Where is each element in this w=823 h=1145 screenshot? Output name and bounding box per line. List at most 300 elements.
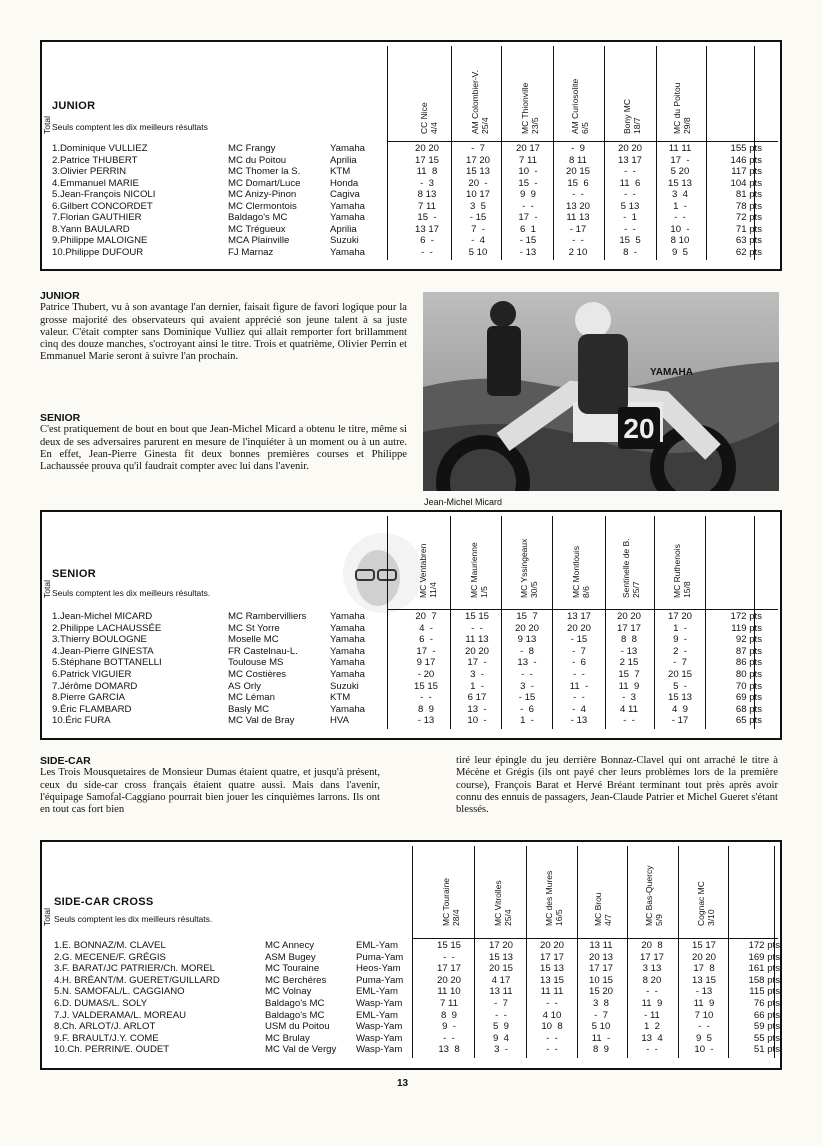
race-points: - -: [546, 1032, 558, 1044]
table-row: [42, 155, 780, 166]
race-points: - -: [573, 692, 585, 704]
race-points: - -: [624, 189, 636, 200]
table-title: SIDE-CAR CROSS: [54, 896, 154, 908]
table-row: [42, 166, 780, 177]
total-points: 115 pts: [749, 986, 780, 998]
club-name: Baldago's MC: [228, 212, 288, 223]
total-points: 172 pts: [748, 940, 780, 951]
bike-brand-text: YAMAHA: [650, 367, 693, 378]
race-points: - -: [420, 692, 432, 704]
column-header: CC Nice 4/4: [419, 102, 439, 134]
race-points: - 4: [572, 703, 586, 715]
header-rule: [412, 938, 778, 939]
race-points: 20 20: [616, 611, 641, 622]
bike-brand: HVA: [330, 715, 350, 727]
race-points: - -: [572, 189, 584, 200]
race-points: 8 11: [569, 154, 587, 166]
table-row: [42, 143, 780, 154]
race-points: 15 7: [516, 611, 538, 622]
race-points: 15 17: [691, 940, 716, 951]
bike-brand: EML-Yam: [356, 940, 398, 951]
race-points: 7 -: [471, 223, 485, 235]
race-points: - 7: [673, 657, 687, 669]
race-points: 20 17: [515, 143, 540, 154]
race-points: - 3: [420, 177, 434, 189]
race-points: - 15: [518, 692, 536, 704]
table-row: [42, 1033, 780, 1044]
rider-name: 9.F. BRAULT/J.Y. COME: [54, 1032, 159, 1044]
total-points: 71 pts: [735, 223, 762, 235]
total-points: 63 pts: [735, 235, 762, 246]
bike-brand: Aprilia: [330, 154, 357, 166]
total-points: 92 pts: [735, 634, 762, 646]
table-row: [42, 235, 780, 246]
rider-name: 6.Gilbert CONCORDET: [52, 200, 153, 212]
table-row: [42, 998, 780, 1009]
senior-standings-table: [40, 510, 782, 740]
column-header: AM Colombier-V. 25/4: [470, 70, 490, 134]
club-name: Basly MC: [228, 703, 270, 715]
total-points: 62 pts: [735, 246, 762, 258]
race-points: 11 8: [416, 166, 438, 177]
photo-illustration: [423, 292, 779, 491]
race-points: - 11: [644, 1009, 660, 1021]
total-points: 70 pts: [735, 680, 762, 692]
race-points: 13 17: [414, 223, 439, 235]
total-points: 81 pts: [735, 189, 762, 200]
race-points: 5 20: [670, 166, 690, 177]
total-points: 78 pts: [735, 200, 762, 212]
bike-brand: Wasp-Yam: [356, 1032, 403, 1044]
bike-brand: Yamaha: [330, 611, 366, 622]
race-points: - 3: [622, 692, 636, 704]
race-points: - -: [623, 715, 635, 727]
club-name: MC Thomer la S.: [228, 166, 301, 177]
race-points: 9 5: [695, 1032, 712, 1044]
race-points: 4 11: [620, 703, 638, 715]
column-header: MC Vitrolles 25/4: [493, 880, 513, 926]
bike-brand: Yamaha: [330, 634, 366, 646]
race-points: 3 13: [642, 963, 662, 975]
race-points: 1 -: [673, 622, 687, 634]
race-points: 7 11: [519, 154, 537, 166]
club-name: MC du Poitou: [228, 154, 287, 166]
rider-name: 1.Dominique VULLIEZ: [52, 143, 148, 154]
table-row: [42, 611, 780, 622]
club-name: MC Domart/Luce: [228, 177, 301, 189]
rider-name: 4.H. BRÉANT/M. GUERET/GUILLARD: [54, 974, 220, 986]
column-header: MC Maurienne 1/5: [469, 542, 489, 598]
race-points: 8 9: [440, 1009, 457, 1021]
race-points: 9 -: [673, 634, 687, 646]
race-points: 11 13: [566, 212, 590, 223]
table-row: [42, 623, 780, 634]
race-points: 20 20: [464, 645, 489, 657]
race-points: - 13: [417, 715, 435, 727]
table-subtitle: Seuls comptent les dix meilleurs résultats: [52, 122, 208, 132]
column-header: MC Ventabren 11/4: [418, 543, 438, 598]
column-header: MC du Poitou 29/8: [672, 82, 692, 134]
race-points: 7 10: [694, 1009, 714, 1021]
race-points: 20 20: [539, 940, 564, 951]
total-points: 51 pts: [753, 1044, 780, 1056]
column-header: Total: [42, 580, 52, 598]
race-points: 4 17: [491, 974, 511, 986]
table-row: [42, 692, 780, 703]
race-points: 20 20: [617, 143, 642, 154]
race-points: - -: [572, 235, 584, 246]
table-row: [42, 1044, 780, 1055]
club-name: MC Annecy: [265, 940, 315, 951]
total-points: 104 pts: [730, 177, 762, 189]
total-points: 76 pts: [753, 998, 780, 1009]
rider-name: 2.Patrice THUBERT: [52, 154, 138, 166]
race-points: 15 15: [436, 940, 461, 951]
rider-name: 8.Yann BAULARD: [52, 223, 130, 235]
bike-brand: Honda: [330, 177, 359, 189]
race-points: 10 -: [518, 166, 538, 177]
club-name: ASM Bugey: [265, 951, 316, 963]
club-name: Baldago's MC: [265, 1009, 325, 1021]
table-row: [42, 704, 780, 715]
club-name: MC Léman: [228, 692, 275, 704]
race-points: 11 -: [569, 680, 589, 692]
race-points: 17 20: [465, 154, 490, 166]
race-points: - -: [674, 212, 686, 223]
race-points: 3 -: [494, 1044, 508, 1056]
club-name: MC Brulay: [265, 1032, 310, 1044]
race-points: - -: [573, 669, 585, 680]
race-points: - 15: [570, 634, 588, 646]
rider-name: 8.Pierre GARCIA: [52, 692, 126, 704]
race-points: 17 15: [414, 154, 439, 166]
race-points: 15 13: [667, 177, 692, 189]
race-points: 2 -: [673, 645, 687, 657]
race-points: 20 15: [667, 669, 692, 680]
rider-name: 5.Jean-François NICOLI: [52, 189, 156, 200]
race-points: 9 9: [519, 189, 536, 200]
race-points: 4 10: [542, 1009, 562, 1021]
rider-name: 4.Jean-Pierre GINESTA: [52, 645, 154, 657]
race-points: - 15: [469, 212, 487, 223]
table-subtitle: Seuls comptent les dix meilleurs résultats.: [54, 914, 213, 924]
club-name: FJ Marnaz: [228, 246, 274, 258]
rider-portrait: [342, 532, 424, 614]
column-header: Sentinelle de B. 25/7: [621, 538, 641, 598]
race-points: 17 -: [670, 154, 690, 166]
rider-name: 10.Ch. PERRIN/E. OUDET: [54, 1044, 170, 1056]
race-points: - -: [521, 669, 533, 680]
total-points: 158 pts: [748, 974, 780, 986]
race-points: 20 -: [468, 177, 488, 189]
race-points: - -: [546, 998, 558, 1009]
total-points: 80 pts: [735, 669, 762, 680]
total-points: 87 pts: [735, 645, 762, 657]
race-points: 3 4: [671, 189, 688, 200]
club-name: MCA Plainville: [228, 235, 290, 246]
club-name: USM du Poitou: [265, 1021, 330, 1033]
bike-brand: Suzuki: [330, 680, 359, 692]
table-row: [42, 975, 780, 986]
article-body: Patrice Thubert, vu à son avantage l'an dernier, faisait figure de favori logique pour la grosse majorité des observateurs qui avaient apprécié son jeune talent à sa juste valeur. C'était compter sans Dominique Vulliez qui allait remporter fort brillamment cinq des douze manches, s'octroyant ainsi le titre. Trois et quatrième, Olivier Perrin et Emmanuel Marie seront à suivre l'an prochain.: [40, 302, 407, 363]
race-points: 2 10: [568, 246, 588, 258]
bike-brand: Puma-Yam: [356, 951, 404, 963]
race-points: 20 20: [566, 622, 591, 634]
total-points: 65 pts: [735, 715, 762, 727]
race-points: 8 9: [417, 703, 434, 715]
bike-brand: Wasp-Yam: [356, 998, 403, 1009]
table-title: SENIOR: [52, 568, 96, 580]
race-points: 15 15: [413, 680, 438, 692]
sidecar-article-left: [40, 755, 380, 816]
race-points: 17 -: [416, 645, 436, 657]
race-points: 6 -: [420, 235, 434, 246]
race-points: 13 4: [641, 1032, 663, 1044]
race-points: - 9: [571, 143, 585, 154]
bike-brand: Yamaha: [330, 669, 366, 680]
sidecar-article-right: [456, 755, 778, 816]
table-row: [42, 986, 780, 997]
column-header: MC des Mures 16/5: [544, 870, 564, 926]
race-points: 9 13: [517, 634, 537, 646]
total-points: 146 pts: [730, 154, 762, 166]
table-row: [42, 634, 780, 645]
race-points: - 7: [572, 645, 586, 657]
race-points: 20 20: [414, 143, 439, 154]
column-header: MC Yssingeaux 30/5: [519, 538, 539, 598]
race-points: - -: [522, 200, 534, 212]
race-points: - 15: [519, 235, 537, 246]
table-title: JUNIOR: [52, 100, 96, 112]
race-points: 11 10: [437, 986, 461, 998]
race-points: - 6: [572, 657, 586, 669]
race-points: 17 20: [667, 611, 692, 622]
total-points: 161 pts: [748, 963, 780, 975]
column-header: Total: [42, 908, 52, 926]
junior-standings-table: [40, 40, 782, 271]
race-points: 15 6: [567, 177, 589, 189]
total-points: 72 pts: [735, 212, 762, 223]
article-heading: SIDE-CAR: [40, 755, 91, 767]
rider-name: 1.E. BONNAZ/M. CLAVEL: [54, 940, 166, 951]
sidecar-standings-table: [40, 840, 782, 1070]
table-row: [42, 681, 780, 692]
rider-name: 5.N. SAMOFAL/L. CAGGIANO: [54, 986, 185, 998]
total-points: 66 pts: [753, 1009, 780, 1021]
race-plate-number: 20: [623, 413, 655, 444]
total-points: 86 pts: [735, 657, 762, 669]
race-points: - -: [471, 622, 483, 634]
bike-brand: KTM: [330, 692, 351, 704]
photo-caption: Jean-Michel Micard: [424, 497, 503, 507]
race-points: 8 -: [623, 246, 637, 258]
club-name: MC Costières: [228, 669, 287, 680]
table-row: [42, 247, 780, 258]
race-points: - -: [646, 1044, 658, 1056]
total-points: 172 pts: [730, 611, 762, 622]
column-header: Cognac MC 3/10: [696, 881, 716, 926]
race-points: 1 -: [520, 715, 534, 727]
total-points: 55 pts: [753, 1032, 780, 1044]
rider-name: 7.Florian GAUTHIER: [52, 212, 142, 223]
bike-brand: Yamaha: [330, 246, 366, 258]
table-row: [42, 224, 780, 235]
article-heading: JUNIOR: [40, 290, 80, 302]
race-points: 20 8: [641, 940, 663, 951]
race-points: 3 -: [520, 680, 534, 692]
bike-brand: Puma-Yam: [356, 974, 404, 986]
race-points: 6 1: [519, 223, 536, 235]
race-points: 11 9: [693, 998, 715, 1009]
race-points: 20 15: [565, 166, 590, 177]
race-points: 13 17: [566, 611, 591, 622]
race-points: 17 -: [518, 212, 538, 223]
race-points: 20 20: [514, 622, 539, 634]
column-header: AM Curiosolite 6/5: [570, 78, 590, 134]
race-points: 13 -: [517, 657, 537, 669]
race-points: 10 -: [467, 715, 487, 727]
column-header: MC Touraine 28/4: [441, 877, 461, 926]
column-header: Total: [42, 116, 52, 134]
page-number: 13: [397, 1078, 409, 1089]
race-points: - 13: [570, 715, 588, 727]
race-points: - -: [421, 246, 433, 258]
race-points: 1 -: [673, 200, 687, 212]
race-points: 15 7: [618, 669, 640, 680]
total-points: 117 pts: [731, 166, 762, 177]
race-points: 20 7: [415, 611, 437, 622]
race-points: 8 13: [417, 189, 437, 200]
race-points: 10 8: [541, 1021, 563, 1033]
race-points: 20 15: [488, 963, 513, 975]
bike-brand: Yamaha: [330, 212, 366, 223]
rider-name: 9.Philippe MALOIGNE: [52, 235, 148, 246]
bike-brand: Yamaha: [330, 657, 366, 669]
race-points: 11 6: [619, 177, 641, 189]
race-points: - 20: [417, 669, 435, 680]
race-points: 13 15: [539, 974, 564, 986]
race-points: 15 15: [464, 611, 489, 622]
bike-brand: Yamaha: [330, 143, 366, 154]
race-points: 10 15: [588, 974, 613, 986]
rider-name: 8.Ch. ARLOT/J. ARLOT: [54, 1021, 156, 1033]
race-points: 15 -: [518, 177, 538, 189]
rider-photo: [423, 292, 779, 491]
race-points: 13 -: [467, 703, 487, 715]
table-row: [42, 669, 780, 680]
rider-name: 7.J. VALDERAMA/L. MOREAU: [54, 1009, 187, 1021]
race-points: 9 -: [442, 1021, 456, 1033]
club-name: MC Frangy: [228, 143, 276, 154]
junior-article: [40, 290, 407, 364]
race-points: 5 10: [591, 1021, 611, 1033]
column-header: MC Brou 4/7: [593, 892, 613, 926]
race-points: 11 11: [668, 143, 692, 154]
bike-brand: Yamaha: [330, 622, 366, 634]
rider-name: 10.Éric FURA: [52, 715, 111, 727]
race-points: 10 17: [465, 189, 490, 200]
club-name: MC Touraine: [265, 963, 320, 975]
race-points: 17 17: [539, 951, 564, 963]
race-points: 15 13: [465, 166, 490, 177]
race-points: 13 17: [617, 154, 642, 166]
table-row: [42, 178, 780, 189]
race-points: 7 11: [440, 998, 458, 1009]
total-points: 59 pts: [753, 1021, 780, 1033]
bike-brand: EML-Yam: [356, 1009, 398, 1021]
club-name: AS Orly: [228, 680, 262, 692]
race-points: - -: [546, 1044, 558, 1056]
bike-brand: KTM: [330, 166, 351, 177]
race-points: - 8: [520, 645, 534, 657]
table-row: [42, 940, 780, 951]
bike-brand: Yamaha: [330, 200, 366, 212]
senior-article: [40, 412, 407, 473]
race-points: 17 -: [467, 657, 487, 669]
race-points: - -: [646, 986, 658, 998]
race-points: 15 5: [619, 235, 641, 246]
table-row: [42, 201, 780, 212]
race-points: 10 -: [670, 223, 690, 235]
race-points: 9 5: [671, 246, 688, 258]
table-row: [42, 646, 780, 657]
race-points: 13 8: [438, 1044, 460, 1056]
rider-name: 4.Emmanuel MARIE: [52, 177, 139, 189]
table-subtitle: Seuls comptent les dix meilleurs résultats.: [52, 588, 211, 598]
total-points: 119 pts: [731, 622, 762, 634]
bike-brand: Yamaha: [330, 645, 366, 657]
club-name: Toulouse MS: [228, 657, 284, 669]
race-points: 7 11: [418, 200, 436, 212]
race-points: 3 -: [470, 669, 484, 680]
club-name: MC Berchéres: [265, 974, 327, 986]
club-name: FR Castelnau-L.: [228, 645, 298, 657]
race-points: 6 17: [467, 692, 487, 704]
rider-name: 6.D. DUMAS/L. SOLY: [54, 998, 148, 1009]
race-points: 5 9: [492, 1021, 509, 1033]
rider-name: 3.Olivier PERRIN: [52, 166, 127, 177]
race-points: - 7: [594, 1009, 608, 1021]
table-row: [42, 657, 780, 668]
header-rule: [387, 141, 778, 142]
rider-name: 3.F. BARAT/JC PATRIER/Ch. MOREL: [54, 963, 215, 975]
race-points: 2 15: [619, 657, 639, 669]
race-points: 1 2: [643, 1021, 660, 1033]
race-points: 11 -: [591, 1032, 611, 1044]
race-points: - 17: [671, 715, 689, 727]
race-points: - -: [624, 223, 636, 235]
race-points: 15 13: [667, 692, 692, 704]
race-points: 5 10: [468, 246, 488, 258]
article-body: tiré leur épingle du jeu derrière Bonnaz-Clavel qui ont arraché le titre à Mécène et Grégis (ils ont payé cher leurs problèmes lors de la première course), François Barat et Hervé Bréant terminant tout près après avoir connu des ennuis de passagers, Jean-Claude Patrier et Michel Gueret s'étant blessés.: [456, 755, 778, 816]
race-points: 5 13: [620, 200, 640, 212]
race-points: 13 15: [691, 974, 716, 986]
club-name: Baldago's MC: [265, 998, 325, 1009]
bike-brand: Wasp-Yam: [356, 1044, 403, 1056]
race-points: 20 13: [588, 951, 613, 963]
race-points: 11 9: [618, 680, 640, 692]
race-points: 17 17: [588, 963, 613, 975]
race-points: - 1: [623, 212, 637, 223]
rider-name: 7.Jérôme DOMARD: [52, 680, 138, 692]
race-points: 13 20: [565, 200, 590, 212]
race-points: 13 11: [489, 986, 513, 998]
bike-brand: Suzuki: [330, 235, 359, 246]
race-points: 11 13: [465, 634, 489, 646]
race-points: 8 10: [670, 235, 690, 246]
race-points: - 17: [569, 223, 587, 235]
table-row: [42, 1021, 780, 1032]
